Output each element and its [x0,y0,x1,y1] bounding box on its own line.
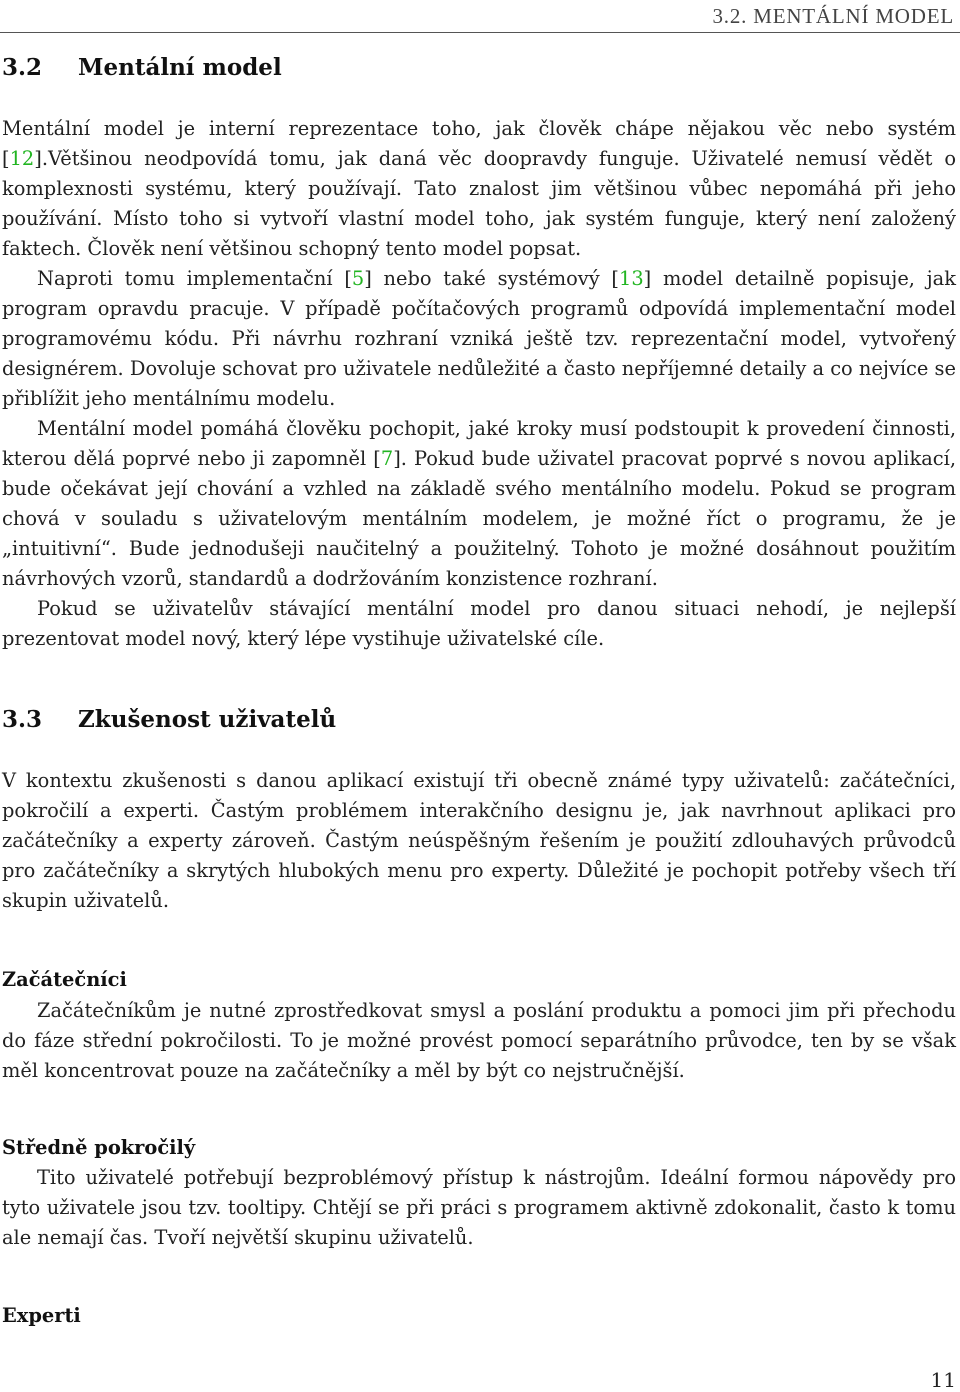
beginners-body [2,996,956,1086]
citation-link[interactable]: 5 [351,267,365,290]
paragraph: Začátečníkům je nutné zprostředkovat smysl a poslání produktu a pomoci jim při přechodu do fáze střední pokročilosti. To je možné provést pomocí separátního průvodce, ten by se však měl koncentrovat pouze na začátečníky a měl by být co nejstručnější. [2,999,956,1082]
citation-link[interactable]: 7 [380,447,394,470]
text-run: ] model detailně popisuje, jak program opravdu pracuje. V případě počítačových programů odpovídá implementační model programovému kódu. Při návrhu rozhraní vzniká ještě tzv. reprezentační model, vytvořený designérem. Dovoluje schovat pro uživatele nedůležité a často nepříjemné detaily a co nejvíce se přiblížit jeho mentálnímu modelu. [2,267,956,410]
subheading-beginners: Začátečníci [2,968,127,991]
section-3-2-body [2,114,956,654]
text-run: ]. Pokud bude uživatel pracovat poprvé s novou aplikací, bude očekávat její chování a vzhled na základě svého mentálního modelu. Pokud se program chová v souladu s uživatelovým mentálním modelem, je možné říct o programu, že je „intuitivní“. Bude jednodušeji naučitelný a použitelný. Tohoto je možné dosáhnout použitím návrhových vzorů, standardů a dodržováním konzistence rozhraní. [2,447,956,590]
citation-link[interactable]: 13 [618,267,644,290]
paragraph: Pokud se uživatelův stávající mentální model pro danou situaci nehodí, je nejlepší prezentovat model nový, který lépe vystihuje uživatelské cíle. [2,597,956,650]
paragraph [2,414,956,594]
section-title: Zkušenost uživatelů [78,706,337,733]
header-rule [0,32,960,33]
paragraph: Tito uživatelé potřebují bezproblémový přístup k nástrojům. Ideální formou nápovědy pro tyto uživatele jsou tzv. tooltipy. Chtějí se při práci s programem aktivně zdokonalit, často k tomu ale nemají čas. Tvoří největší skupinu uživatelů. [2,1166,956,1249]
section-heading-3-2 [2,54,282,81]
page-number: 11 [930,1368,956,1392]
intermediate-body [2,1163,956,1253]
running-header: 3.2. MENTÁLNÍ MODEL [712,4,954,28]
text-run: Mentální model pomáhá člověku pochopit, jaké kroky musí podstoupit k provedení činnosti, kterou dělá poprvé nebo ji zapomněl [ [2,417,956,470]
text-run: ].Většinou neodpovídá tomu, jak daná věc doopravdy funguje. Uživatelé nemusí vědět o komplexnosti systému, který používají. Tato znalost jim většinou vůbec nepomáhá při jeho používání. Místo toho si vytvoří vlastní model toho, jak systém funguje, který není založený faktech. Člověk není většinou schopný tento model popsat. [2,147,956,260]
text-run: Mentální model je interní reprezentace toho, jak člověk chápe nějakou věc nebo systém [ [2,117,956,170]
text-run: Naproti tomu implementační [ [37,267,352,290]
text-run: ] nebo také systémový [ [364,267,619,290]
section-number: 3.2 [2,54,43,81]
section-number: 3.3 [2,706,43,733]
paragraph [2,114,956,264]
subheading-experts: Experti [2,1304,81,1327]
subheading-intermediate: Středně pokročilý [2,1136,196,1159]
paragraph [2,264,956,414]
section-heading-3-3 [2,706,336,733]
section-3-3-body [2,766,956,916]
paragraph: V kontextu zkušenosti s danou aplikací existují tři obecně známé typy uživatelů: začátečníci, pokročilí a experti. Častým problémem interakčního designu je, jak navrhnout aplikaci pro začátečníky a experty zároveň. Častým neúspěšným řešením je použití zdlouhavých průvodců pro začátečníky a skrytých hlubokých menu pro experty. Důležité je pochopit potřeby všech tří skupin uživatelů. [2,769,956,912]
section-title: Mentální model [78,54,282,81]
citation-link[interactable]: 12 [9,147,35,170]
